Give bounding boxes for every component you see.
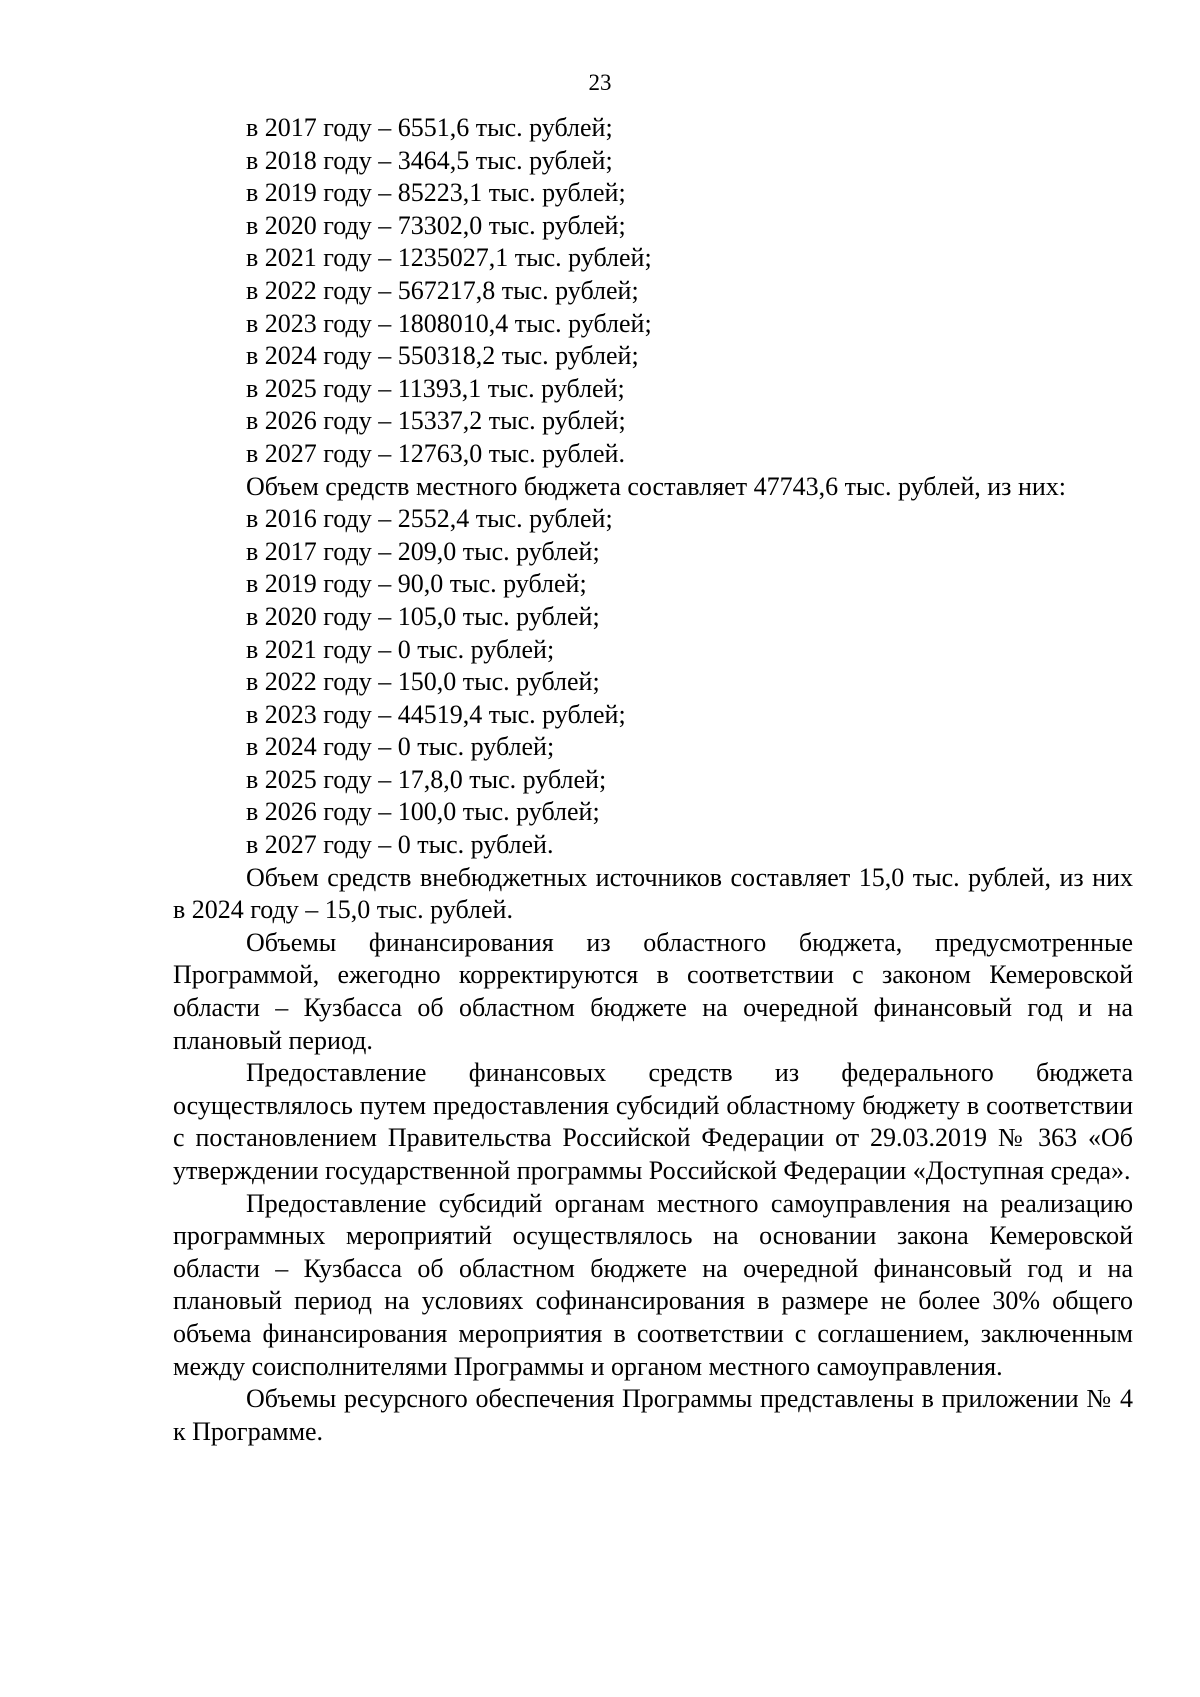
- year-line: в 2026 году – 15337,2 тыс. рублей;: [246, 406, 626, 436]
- year-line: в 2023 году – 44519,4 тыс. рублей;: [246, 699, 626, 729]
- year-line: в 2020 году – 73302,0 тыс. рублей;: [246, 210, 626, 240]
- year-line: в 2025 году – 17,8,0 тыс. рублей;: [246, 764, 607, 794]
- year-line: в 2024 году – 0 тыс. рублей;: [246, 732, 555, 762]
- year-line: в 2021 году – 0 тыс. рублей;: [246, 634, 555, 664]
- year-line: в 2016 году – 2552,4 тыс. рублей;: [246, 504, 613, 534]
- year-line: в 2023 году – 1808010,4 тыс. рублей;: [246, 308, 652, 338]
- year-line: в 2018 году – 3464,5 тыс. рублей;: [246, 145, 613, 175]
- subsidies-paragraph: Предоставление субсидий органам местного самоуправления на реализацию программных мероприятий осуществлялось на основании закона Кемеровской области – Кузбасса об областном бюджете на очередной финансовый год и на плановый период на условиях софинансирования в размере не более 30% общего объема финансирования мероприятия в соответствии с соглашением, заключенным между соисполнителями Программы и органом местного самоуправления.: [173, 1188, 1133, 1381]
- document-body: [173, 112, 1133, 1448]
- year-line: в 2019 году – 85223,1 тыс. рублей;: [246, 178, 626, 208]
- local-budget-years-list: [173, 503, 1133, 862]
- federal-funds-paragraph: Предоставление финансовых средств из федерального бюджета осуществлялось путем предоставления субсидий областному бюджету в соответствии с постановлением Правительства Российской Федерации от 29.03.2019 № 363 «Об утверждении государственной программы Российской Федерации «Доступная среда».: [173, 1058, 1133, 1185]
- year-line: в 2027 году – 0 тыс. рублей.: [246, 830, 554, 860]
- annual-adjustment-paragraph: Объемы финансирования из областного бюджета, предусмотренные Программой, ежегодно корректируются в соответствии с законом Кемеровской области – Кузбасса об областном бюджете на очередной финансовый год и на плановый период.: [173, 927, 1133, 1055]
- year-line: в 2017 году – 209,0 тыс. рублей;: [246, 536, 600, 566]
- year-line: в 2022 году – 150,0 тыс. рублей;: [246, 667, 600, 697]
- extrabudgetary-paragraph: Объем средств внебюджетных источников составляет 15,0 тыс. рублей, из них в 2024 году – 15,0 тыс. рублей.: [173, 862, 1133, 925]
- year-line: в 2022 году – 567217,8 тыс. рублей;: [246, 275, 639, 305]
- year-line: в 2017 году – 6551,6 тыс. рублей;: [246, 113, 613, 142]
- resources-paragraph: Объемы ресурсного обеспечения Программы представлены в приложении № 4 к Программе.: [173, 1384, 1133, 1446]
- local-budget-intro: Объем средств местного бюджета составляет 47743,6 тыс. рублей, из них:: [246, 471, 1067, 501]
- year-line: в 2024 году – 550318,2 тыс. рублей;: [246, 341, 639, 371]
- year-line: в 2026 году – 100,0 тыс. рублей;: [246, 797, 600, 827]
- year-line: в 2020 году – 105,0 тыс. рублей;: [246, 601, 600, 631]
- regional-budget-years-list: [173, 112, 1133, 471]
- page-number: 23: [588, 70, 612, 95]
- year-line: в 2021 году – 1235027,1 тыс. рублей;: [246, 243, 652, 273]
- year-line: в 2025 году – 11393,1 тыс. рублей;: [246, 373, 625, 403]
- year-line: в 2027 году – 12763,0 тыс. рублей.: [246, 438, 625, 468]
- year-line: в 2019 году – 90,0 тыс. рублей;: [246, 569, 587, 599]
